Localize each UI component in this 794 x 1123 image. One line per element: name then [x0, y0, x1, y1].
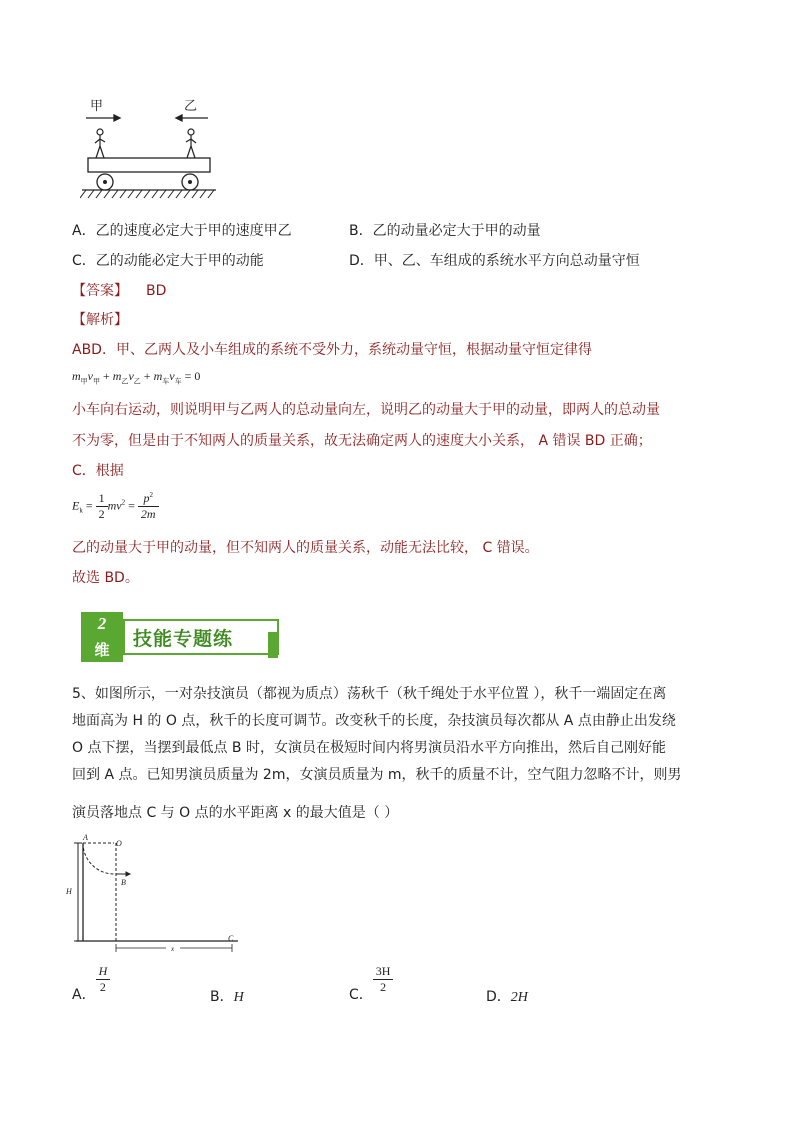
label-A: A: [83, 833, 88, 842]
option-d: D．甲、乙、车组成的系统水平方向总动量守恒: [349, 253, 640, 269]
label-O: O: [116, 839, 122, 848]
label-C: C: [228, 934, 234, 943]
section-title: 技能专题练: [133, 628, 234, 650]
q5-option-c: C． $\frac{3H}{2}$: [349, 964, 393, 995]
label-yi: 乙: [184, 98, 198, 113]
analysis-para-3: C．根据: [72, 463, 124, 479]
arrow-right-icon: [86, 115, 120, 121]
arrow-left-icon: [176, 115, 208, 121]
answer-line: [72, 281, 166, 301]
section-title-box: [123, 619, 279, 655]
analysis-label: 【解析】: [72, 312, 128, 328]
person-yi-icon: [186, 129, 196, 158]
ground-hatch: [80, 190, 214, 198]
label-B: B: [121, 878, 126, 887]
person-jia-icon: [95, 129, 105, 158]
wheel-icon: [97, 174, 198, 190]
analysis-para-1: ABD．甲、乙两人及小车组成的系统不受外力，系统动量守恒，根据动量守恒定律得: [72, 342, 592, 358]
swing-arc: [83, 843, 114, 874]
q5-line-5: 演员落地点 C 与 O 点的水平距离 x 的最大值是（ ）: [72, 805, 399, 821]
section-number-badge: 2 维: [81, 612, 123, 662]
label-jia: 甲: [90, 98, 104, 113]
cart-body: [88, 158, 210, 172]
option-b: B．乙的动量必定大于甲的动量: [349, 223, 541, 239]
answer-value: BD: [146, 283, 167, 299]
q5-line-2: 地面高为 H 的 O 点，秋千的长度可调节。改变秋千的长度，杂技演员每次都从 A 点由静止出发绕: [72, 713, 676, 729]
q5-line-3: O 点下摆，当摆到最低点 B 时，女演员在极短时间内将男演员沿水平方向推出，然后自己刚好能: [72, 740, 666, 756]
q5-option-b: B．H: [210, 989, 244, 1005]
analysis-para-2a: 小车向右运动，则说明甲与乙两人的总动量向左，说明乙的动量大于甲的动量，即两人的总动量: [72, 402, 660, 418]
cart-figure: [80, 92, 220, 204]
analysis-para-2b: 不为零，但是由于不知两人的质量关系，故无法确定两人的速度大小关系， A 错误 BD 正确；: [72, 433, 652, 449]
answer-label: 【答案】: [72, 283, 128, 299]
analysis-para-4: 乙的动量大于甲的动量，但不知两人的质量关系，动能无法比较， C 错误。: [72, 540, 539, 556]
swing-figure: [66, 830, 246, 956]
label-H: H: [66, 887, 72, 896]
analysis-para-5: 故选 BD。: [72, 570, 139, 586]
kinetic-energy-equation: $E_k$ = $\frac{1}{2}$ $mv^2$ = $\frac{p^2}{2m}$: [72, 491, 159, 522]
label-x: x: [171, 945, 175, 953]
q5-line-4: 回到 A 点。已知男演员质量为 2m，女演员质量为 m，秋千的质量不计，空气阻力忽略不计，则男: [72, 767, 682, 783]
q5-option-a: A． $\frac{H}{2}$: [72, 964, 110, 995]
option-a: A．乙的速度必定大于甲的速度甲乙: [72, 223, 292, 239]
q5-line-1: 5、如图所示，一对杂技演员（都视为质点）荡秋千（秋千绳处于水平位置 ），秋千一端固定在离: [72, 686, 667, 702]
option-c: C．乙的动能必定大于甲的动能: [72, 253, 264, 269]
momentum-equation: $m_甲v_甲 + m_乙v_乙 + m_车v_车 = 0$: [72, 369, 201, 386]
arrow-right-icon: [116, 872, 130, 876]
q5-option-d: D．2H: [486, 989, 528, 1005]
